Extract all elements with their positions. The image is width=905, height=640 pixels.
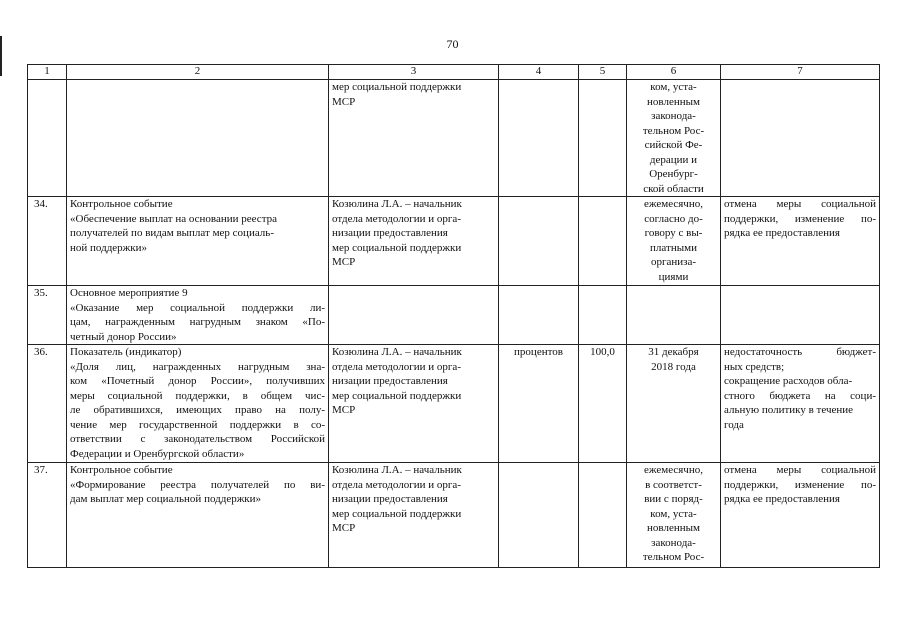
cell-line: говору с вы- xyxy=(644,227,703,239)
cell-line: Козюлина Л.А. – начальник xyxy=(332,198,462,210)
row-number-cell: 36. xyxy=(28,345,67,463)
cell-line: законода- xyxy=(651,536,696,549)
cell-line: низации предоставления xyxy=(332,375,448,387)
cell-line: «Обеспечение выплат на основании реестра xyxy=(70,212,278,225)
column-header: 3 xyxy=(329,65,499,80)
cell-line: Контрольное событие xyxy=(70,198,173,210)
cell-line: организа- xyxy=(650,256,697,268)
unit-cell: процентов xyxy=(499,345,579,463)
risks-cell xyxy=(721,286,880,345)
cell-line: меры социальной поддержки, в общем чис- xyxy=(70,389,325,402)
description-cell xyxy=(67,286,329,345)
cell-line: МСР xyxy=(332,404,356,416)
cell-line: 2018 года xyxy=(651,360,696,373)
cell-line: чение мер государственной поддержки в со- xyxy=(70,418,325,431)
measures-table xyxy=(27,64,880,568)
cell-line: отдела методологии и орга- xyxy=(332,360,461,373)
description-cell xyxy=(67,197,329,286)
cell-line: Козюлина Л.А. – начальник xyxy=(332,346,462,358)
cell-line: отдела методологии и орга- xyxy=(332,478,461,491)
unit-cell xyxy=(499,463,579,568)
cell-line: Показатель (индикатор) xyxy=(70,346,182,358)
table-row xyxy=(28,463,880,568)
responsible-cell xyxy=(329,80,499,197)
table-row xyxy=(28,345,880,463)
cell-line: рядка ее предоставления xyxy=(724,493,840,505)
description-cell xyxy=(67,345,329,463)
cell-line: поддержки, изменение по- xyxy=(724,212,876,225)
cell-line: низации предоставления xyxy=(332,493,448,505)
cell-line: ком, уста- xyxy=(650,507,697,520)
row-number-cell: 35. xyxy=(28,286,67,345)
cell-line: рядка ее предоставления xyxy=(724,227,840,239)
cell-line: четный донор России» xyxy=(70,330,177,343)
column-header: 1 xyxy=(28,65,67,80)
cell-line: отдела методологии и орга- xyxy=(332,212,461,225)
cell-line: мер социальной поддержки xyxy=(332,507,462,520)
cell-line: платными xyxy=(650,241,697,254)
cell-line: МСР xyxy=(332,256,356,268)
cell-line: стного бюджета на соци- xyxy=(724,389,876,402)
cell-line: получателей по видам выплат мер социаль- xyxy=(70,227,274,239)
value-cell xyxy=(579,197,627,286)
cell-line: «Оказание мер социальной поддержки ли- xyxy=(70,301,325,314)
cell-line: вии с поряд- xyxy=(644,493,703,505)
cell-line: ежемесячно, xyxy=(644,198,703,210)
column-header: 4 xyxy=(499,65,579,80)
cell-line: 31 декабря xyxy=(648,346,699,358)
cell-line: Основное мероприятие 9 xyxy=(70,287,188,299)
cell-line: Федерации и Оренбургской области» xyxy=(70,447,245,460)
cell-line: Козюлина Л.А. – начальник xyxy=(332,464,462,476)
cell-line: циями xyxy=(658,270,689,283)
cell-line: Оренбург- xyxy=(649,168,698,180)
column-header: 7 xyxy=(721,65,880,80)
page-number: 70 xyxy=(446,37,459,51)
deadline-cell xyxy=(627,463,721,568)
description-cell xyxy=(67,463,329,568)
value-cell xyxy=(579,286,627,345)
deadline-cell xyxy=(627,345,721,463)
cell-line: альную политику в течение xyxy=(724,404,854,416)
row-number-cell xyxy=(28,80,67,197)
deadline-cell xyxy=(627,197,721,286)
cell-line: ежемесячно, xyxy=(644,464,703,476)
risks-cell xyxy=(721,463,880,568)
cell-line: мер социальной поддержки xyxy=(332,241,462,254)
column-header: 5 xyxy=(579,65,627,80)
description-cell xyxy=(67,80,329,197)
cell-line: МСР xyxy=(332,95,356,108)
cell-line: ной поддержки» xyxy=(70,241,147,254)
responsible-cell xyxy=(329,197,499,286)
cell-line: мер социальной поддержки xyxy=(332,81,462,93)
cell-line: сийской Фе- xyxy=(644,139,703,151)
cell-line: мер социальной поддержки xyxy=(332,389,462,402)
value-cell: 100,0 xyxy=(579,345,627,463)
table-row xyxy=(28,80,880,197)
unit-cell xyxy=(499,286,579,345)
cell-line: законода- xyxy=(651,110,696,122)
cell-line: новленным xyxy=(647,95,700,108)
row-number-cell: 34. xyxy=(28,197,67,286)
table-header-row xyxy=(28,65,880,80)
cell-line: отмена меры социальной xyxy=(724,198,876,210)
cell-line: ком, уста- xyxy=(650,81,697,93)
risks-cell xyxy=(721,197,880,286)
cell-line: Контрольное событие xyxy=(70,464,173,476)
cell-line: сокращение расходов обла- xyxy=(724,375,853,387)
risks-cell xyxy=(721,80,880,197)
deadline-cell xyxy=(627,286,721,345)
cell-line: поддержки, изменение по- xyxy=(724,478,876,491)
cell-line: в соответст- xyxy=(645,478,702,491)
cell-line: ской области xyxy=(643,182,704,195)
column-header: 6 xyxy=(627,65,721,80)
column-header: 2 xyxy=(67,65,329,80)
value-cell xyxy=(579,80,627,197)
cell-line: цам, награжденным нагрудным знаком «По- xyxy=(70,316,325,328)
value-cell xyxy=(579,463,627,568)
table-row xyxy=(28,197,880,286)
responsible-cell xyxy=(329,463,499,568)
deadline-cell xyxy=(627,80,721,197)
cell-line: ком «Почетный донор России», получивших xyxy=(70,375,325,387)
cell-line: ле обратившихся, имеющих право на полу- xyxy=(70,404,325,416)
cell-line: согласно до- xyxy=(644,212,703,225)
cell-line: «Формирование реестра получателей по ви- xyxy=(70,478,325,491)
cell-line: низации предоставления xyxy=(332,227,448,239)
cell-line: новленным xyxy=(647,522,700,534)
cell-line: тельном Рос- xyxy=(642,551,705,563)
cell-line: года xyxy=(724,418,744,431)
unit-cell xyxy=(499,197,579,286)
responsible-cell xyxy=(329,345,499,463)
cell-line: недостаточность бюджет- xyxy=(724,346,876,358)
cell-line: дерации и xyxy=(649,153,698,166)
cell-line: тельном Рос- xyxy=(642,124,705,137)
responsible-cell xyxy=(329,286,499,345)
cell-line: МСР xyxy=(332,522,356,534)
risks-cell xyxy=(721,345,880,463)
cell-line: ных средств; xyxy=(724,360,785,373)
unit-cell xyxy=(499,80,579,197)
cell-line: ответствии с законодательством Российской xyxy=(70,433,325,445)
table-row xyxy=(28,286,880,345)
cell-line: «Доля лиц, награжденных нагрудным зна- xyxy=(70,360,325,373)
row-number-cell: 37. xyxy=(28,463,67,568)
cell-line: дам выплат мер социальной поддержки» xyxy=(70,493,262,505)
cell-line: отмена меры социальной xyxy=(724,464,876,476)
